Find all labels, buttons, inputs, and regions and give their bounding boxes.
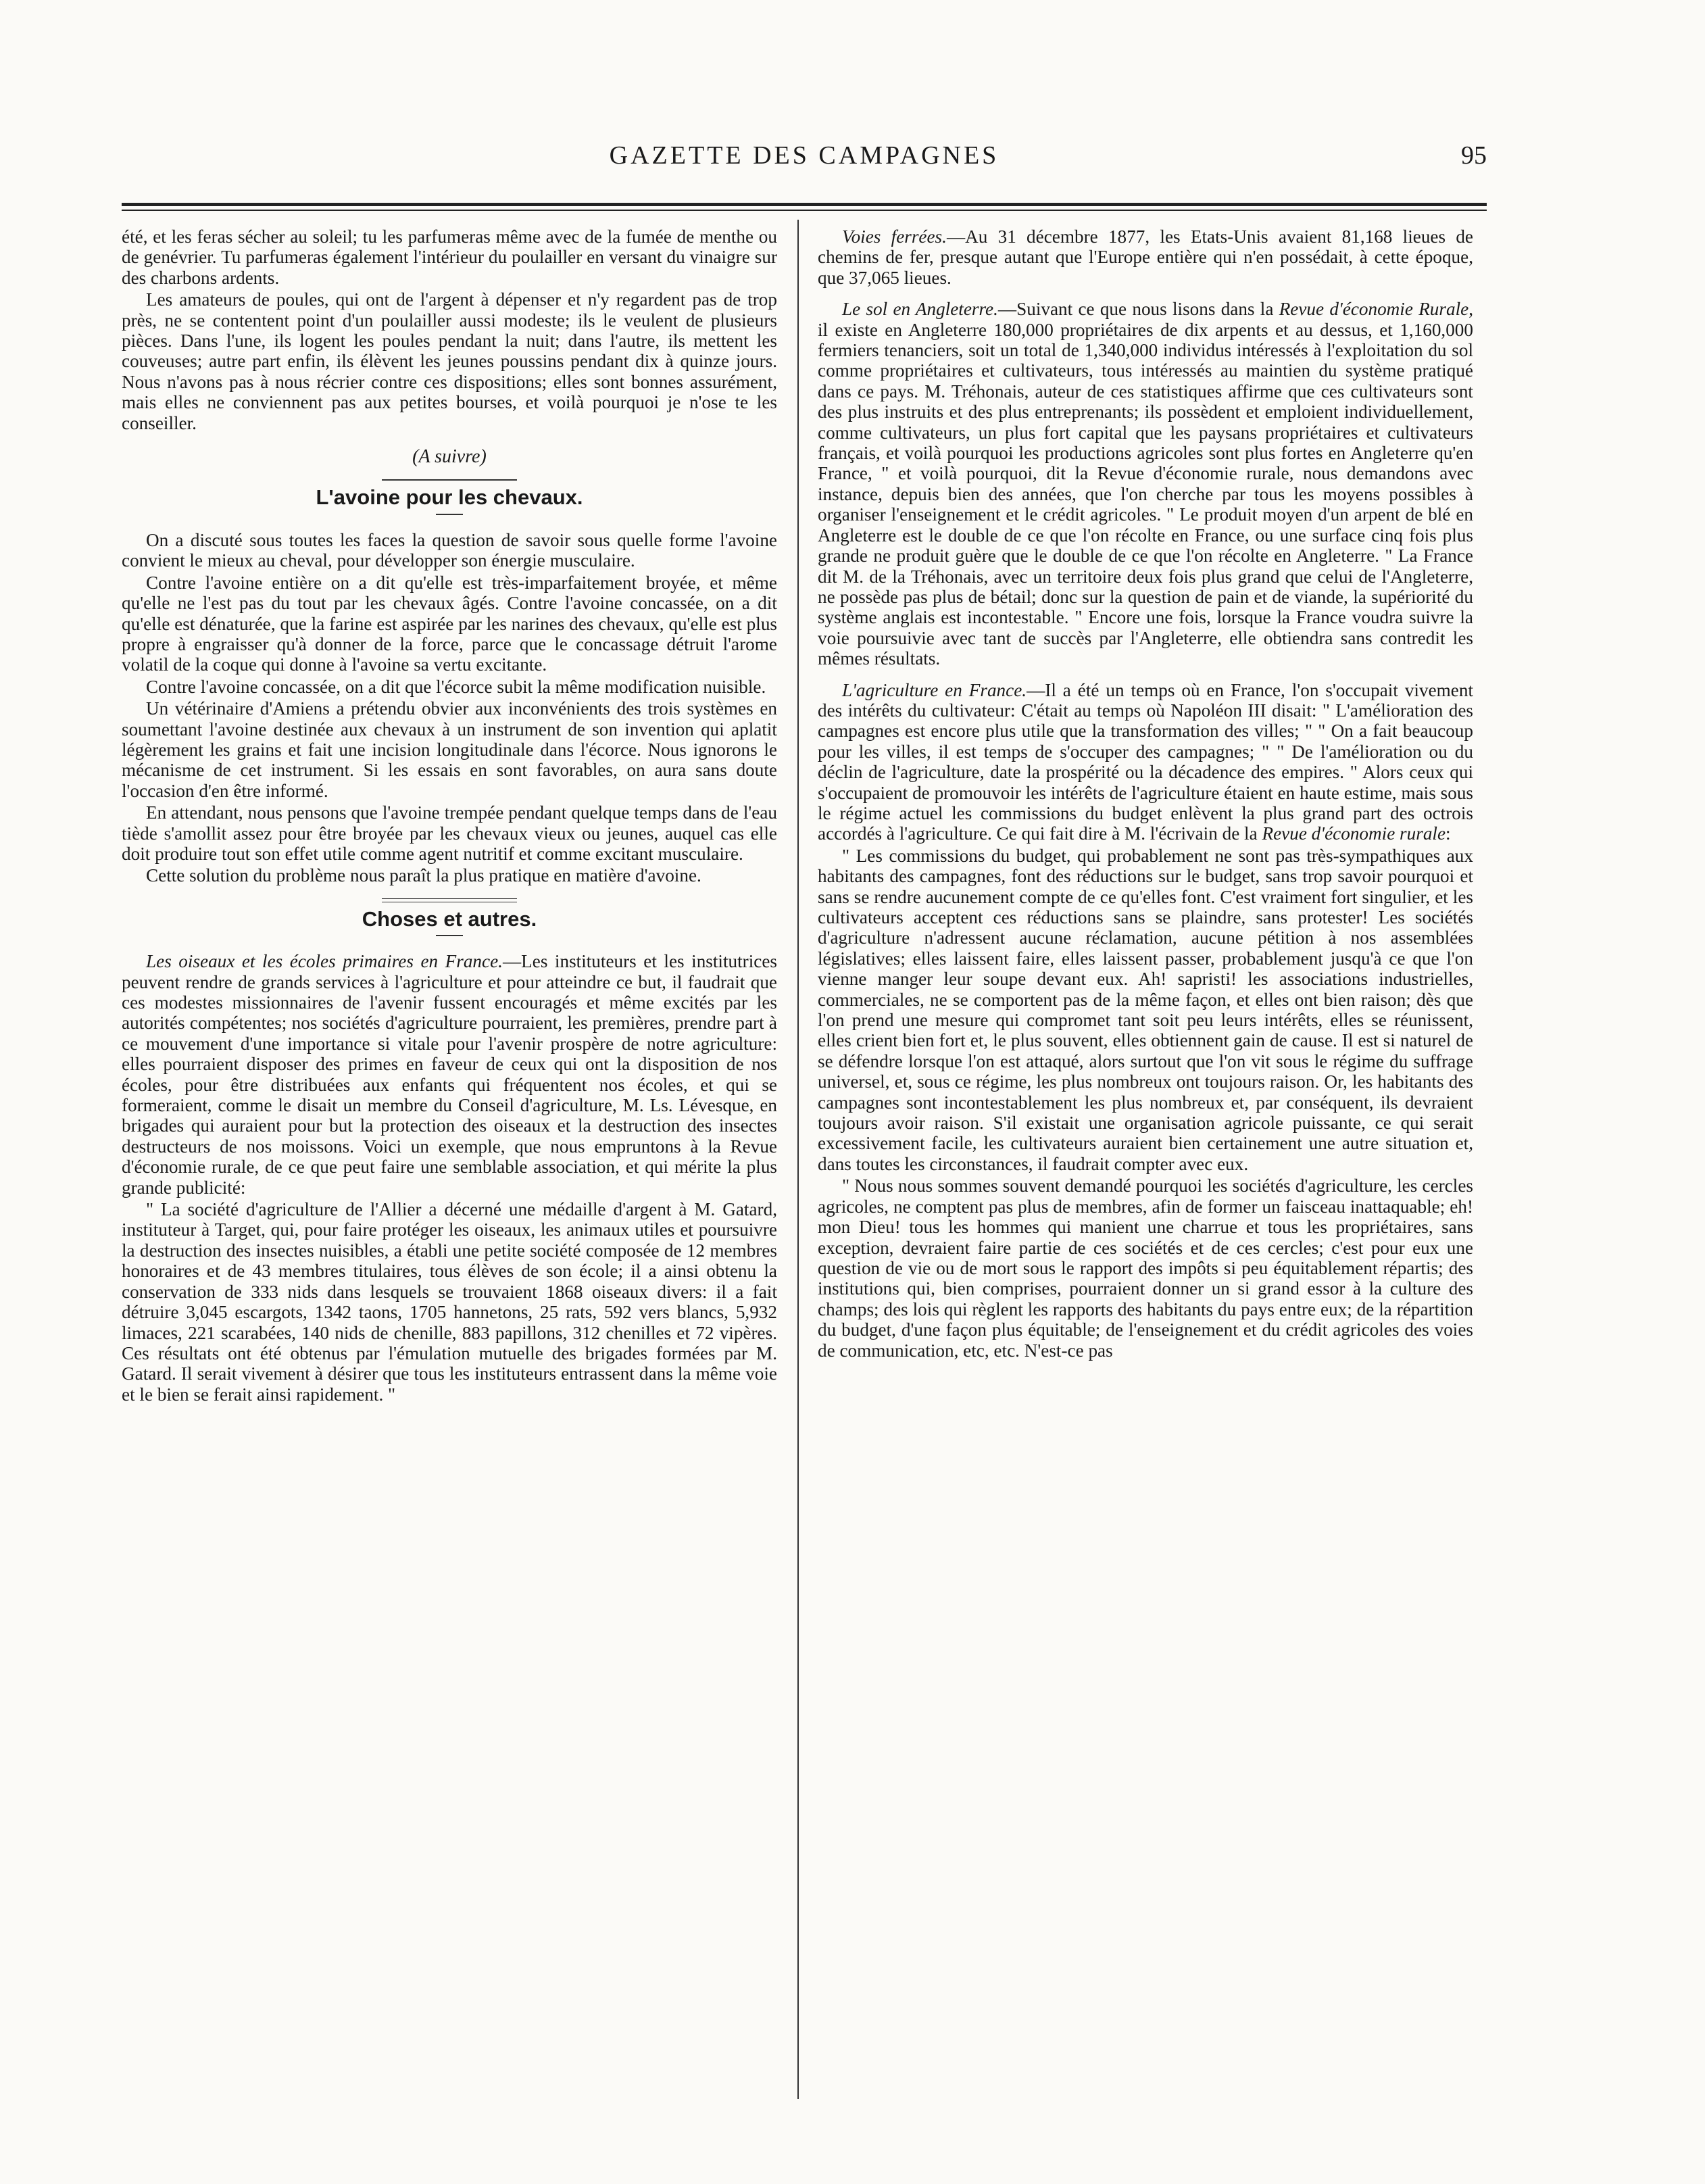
paragraph: Cette solution du problème nous paraît la plus pratique en matière d'avoine. — [146, 865, 701, 886]
article-text: —Les instituteurs et les institutrices peuvent rendre de grands services à l'agriculture et pour atteindre ce but, il faudrait que ces modestes missionnaires de l'avenir fussent encouragés et même excités par les autorités compétentes; nos sociétés d'agriculture pourraient, les premières, prendre part à ce mouvement d'une importance si vitale pour l'avenir prospère de notre agriculture: elles pourraient disposer des primes en faveur de ceux qui ont la disposition de nos écoles, pour être distribuées aux enfants qui fréquentent nos écoles, et qui se formeraient, comme le disait un membre du Conseil d'agriculture, M. Ls. Lévesque, en brigades qui auraient pour but la protection des oiseaux et la destruction des insectes destructeurs de nos moissons. Voici un exemple, que nous empruntons à la Revue d'économie rurale, de ce que peut faire une semblable association, et qui mérite la plus grande publicité: — [122, 951, 777, 1198]
masthead-title: GAZETTE DES CAMPAGNES — [609, 141, 999, 170]
paragraph: En attendant, nous pensons que l'avoine trempée pendant quelque temps dans de l'eau tiède s'amollit assez pour être broyée par les chevaux vieux ou jeunes, auquel cas elle doit produire tout son effet utile comme agent nutritif et comme excitant musculaire. — [122, 802, 777, 864]
paragraph — [818, 226, 1473, 288]
newspaper-page — [122, 101, 1487, 2116]
source-title: Revue d'économie rurale — [1262, 823, 1446, 844]
title-underline — [436, 514, 463, 515]
paragraph: " Nous nous sommes souvent demandé pourquoi les sociétés d'agriculture, les cercles agricoles, ne comptent pas plus de membres, afin de former un faisceau inattaquable; eh! mon Dieu! tous les hommes qui manient une charrue et tous les propriétaires, sans exception, devraient faire partie de ces sociétés et de ces cercles; c'est pour eux une question de vie ou de mort sous le rapport des impôts si peu équitablement répartis; des institutions qui, bien comprises, pourraient donner un si grand essor à la culture des champs; des lois qui règlent les rapports des habitants du pays entre eux; de la répartition du budget, d'une façon plus équitable; de l'enseignement et du crédit agricoles des voies de communication, etc, etc. N'est-ce pas — [818, 1175, 1473, 1361]
page-number: 95 — [1461, 141, 1487, 170]
right-column — [818, 226, 1473, 2092]
article-text: —Suivant ce que nous lisons dans la — [997, 299, 1279, 320]
paragraph: été, et les feras sécher au soleil; tu les parfumeras même avec de la fumée de menthe ou de genévrier. Tu parfumeras également l'intérieur du poulailler en versant du vinaigre sur des charbons ardents. — [122, 226, 777, 288]
section-rule — [382, 898, 517, 902]
left-column — [122, 226, 777, 2092]
article-text: : — [1445, 823, 1451, 844]
article-lead: L'agriculture en France. — [842, 679, 1027, 700]
article-text: —Il a été un temps où en France, l'on s'occupait vivement des intérêts du cultivateur: C'était au temps où Napoléon III disait: " L'amélioration des campagnes est encore plus utile que la transformation des villes; " " On a fait beaucoup pour les villes, il est temps de s'occuper des campagnes; " " De l'amélioration ou du déclin de l'agriculture, date la prospérité ou la décadence des empires. " Alors ceux qui s'occupaient de promouvoir les intérêts de l'agriculture étaient en haute estime, mais sous le régime actuel les commissions du budget enlèvent la plus grand part des octrois accordés à l'agriculture. Ce qui fait dire à M. l'écrivain de la — [818, 679, 1473, 844]
article-text: , il existe en Angleterre 180,000 propriétaires de dix arpents et au dessus, et 1,160,000 fermiers tenanciers, soit un total de 1,340,000 individus intéressés à l'exploitation du sol comme propriétaires et cultivateurs, tous intéressés au maintien du système pratiqué dans ce pays. M. Tréhonais, auteur de ces statistiques affirme que ces cultivateurs sont des plus instruits et des plus entreprenants; ils possèdent et emploient individuellement, comme cultivateurs, un plus fort capital que les paysans propriétaires et cultivateurs français, et voilà pourquoi les productions agricoles sont plus fortes en Angleterre qu'en France, " et voilà pourquoi, dit la Revue d'économie rurale, nous demandons avec instance, depuis bien des années, que l'on cherche par tous les moyens possibles à organiser l'enseignement et le crédit agricoles. " Le produit moyen d'un arpent de blé en Angleterre est le double de ce que l'on récolte en France, ou une surface cinq fois plus grande ne produit guère que le double de ce que l'on récolte en Angleterre. " La France dit M. de la Tréhonais, avec un territoire deux fois plus grand que celui de l'Angleterre, ne possède pas plus de bétail; donc sur la question de pain et de viande, la supériorité du système anglais est incontestable. " Encore une fois, lorsque la France voudra suivre la voie poursuivie avec tant de succès par l'Angleterre, elle obtiendra sans contredit les mêmes résultats. — [818, 299, 1473, 669]
paragraph: Un vétérinaire d'Amiens a prétendu obvier aux inconvénients des trois systèmes en soumettant l'avoine destinée aux chevaux à un instrument de son invention qui aplatit légèrement les grains et fait une incision longitudinale dans l'écorce. Nous ignorons le mécanisme de cet instrument. Si les essais en sont favorables, on aura sans doute l'occasion d'en être informé. — [122, 698, 777, 801]
title-underline — [436, 935, 463, 936]
masthead-rule-thin — [122, 210, 1487, 211]
paragraph: " La société d'agriculture de l'Allier a décerné une médaille d'argent à M. Gatard, instituteur à Target, qui, pour faire protéger les oiseaux, les animaux utiles et poursuivre la destruction des insectes nuisibles, a établi une petite société composée de 12 membres honoraires et de 43 membres titulaires, tous élèves de son école; il a ainsi obtenu la conservation de 333 nids dans lesquels se trouvaient 1868 oiseaux divers: il a fait détruire 3,045 escargots, 1342 taons, 1705 hannetons, 25 rats, 592 vers blancs, 5,932 limaces, 221 scarabées, 140 nids de chenille, 883 papillons, 312 chenilles et 72 vipères. Ces résultats ont été obtenus par l'émulation mutuelle des brigades formées par M. Gatard. Il serait vivement à désirer que tous les instituteurs entrassent dans la même voie et le bien se ferait ainsi rapidement. " — [122, 1199, 777, 1405]
paragraph: " Les commissions du budget, qui probablement ne sont pas très-sympathiques aux habitants des campagnes, font des réductions sur le budget, sans trop savoir pourquoi et sans se rendre aucunement compte de ce qu'elles font. C'est vraiment fort singulier, et les cultivateurs acceptent ces réductions sans se plaindre, sans protester! Les sociétés d'agriculture n'adressent aucune réclamation, aucune pétition à nos assemblées législatives; elles laissent faire, elles laissent passer, probablement jusqu'à ce que l'on vienne manger leur soupe devant eux. Ah! sapristi! les associations industrielles, commerciales, ne se comportent pas de la même façon, et elles ont bien raison; dès que l'on prend une mesure qui compromet tant soit peu leurs intérêts, elles se réunissent, elles crient bien fort et, le plus souvent, elles obtiennent gain de cause. Il est si naturel de se défendre lorsque l'on est attaqué, alors surtout que l'on vit sous le régime du suffrage universel, et, sous ce régime, les plus nombreux ont toujours raison. Or, les habitants des campagnes sont incontestablement les plus nombreux et, par conséquent, ils devraient toujours avoir raison. S'il existait une organisation agricole puissante, ce qui serait excessivement facile, les cultivateurs auraient bien certainement une autre situation et, dans toutes les circonstances, il faudrait compter avec eux. — [818, 845, 1473, 1174]
article-text: —Au 31 décembre 1877, les Etats-Unis avaient 81,168 lieues de chemins de fer, presque autant que l'Europe entière qui n'en possédait, à cette époque, que 37,065 lieues. — [818, 226, 1473, 288]
paragraph — [122, 951, 777, 1198]
article-lead: Le sol en Angleterre. — [842, 299, 998, 320]
paragraph — [818, 299, 1473, 669]
masthead-rule-thick — [122, 203, 1487, 206]
paragraph: Les amateurs de poules, qui ont de l'argent à dépenser et n'y regardent pas de trop près, ne se contentent point d'un poulailler aussi modeste; ils le veulent de plusieurs pièces. Dans l'une, ils logent les poules pendant la nuit; dans l'autre, ils mettent les couveuses; autre part enfin, ils élèvent les jeunes poussins pendant dix à quinze jours. Nous n'avons pas à nous récrier contre ces dispositions; elles sont bonnes assurément, mais elles ne conviennent pas aux petites bourses, et voilà pourquoi je n'ose te les conseiller. — [122, 289, 777, 433]
paragraph: Contre l'avoine entière on a dit qu'elle est très-imparfaitement broyée, et même qu'elle ne l'est pas du tout par les chevaux âgés. Contre l'avoine concassée, on a dit qu'elle est dénaturée, que la farine est aspirée par les narines des chevaux, qu'elle est plus propre à engraisser qu'à donner de la force, parce que le concassage détruit l'arome volatil de la coque qui donne à l'avoine sa vertu excitante. — [122, 572, 777, 675]
to-be-continued: (A suivre) — [412, 446, 487, 468]
section-title-avoine: L'avoine pour les chevaux. — [316, 485, 583, 510]
column-divider — [797, 220, 799, 2099]
source-title: Revue d'économie Rurale — [1279, 299, 1469, 320]
paragraph: Contre l'avoine concassée, on a dit que l'écorce subit la même modification nuisible. — [146, 676, 766, 697]
article-lead: Les oiseaux et les écoles primaires en France. — [146, 951, 503, 972]
paragraph: On a discuté sous toutes les faces la question de savoir sous quelle forme l'avoine convient le mieux au cheval, pour développer son énergie musculaire. — [122, 529, 777, 571]
section-rule — [382, 479, 517, 481]
masthead — [122, 141, 1487, 181]
section-title-choses: Choses et autres. — [362, 906, 537, 931]
article-lead: Voies ferrées. — [842, 226, 947, 247]
paragraph — [818, 680, 1473, 844]
